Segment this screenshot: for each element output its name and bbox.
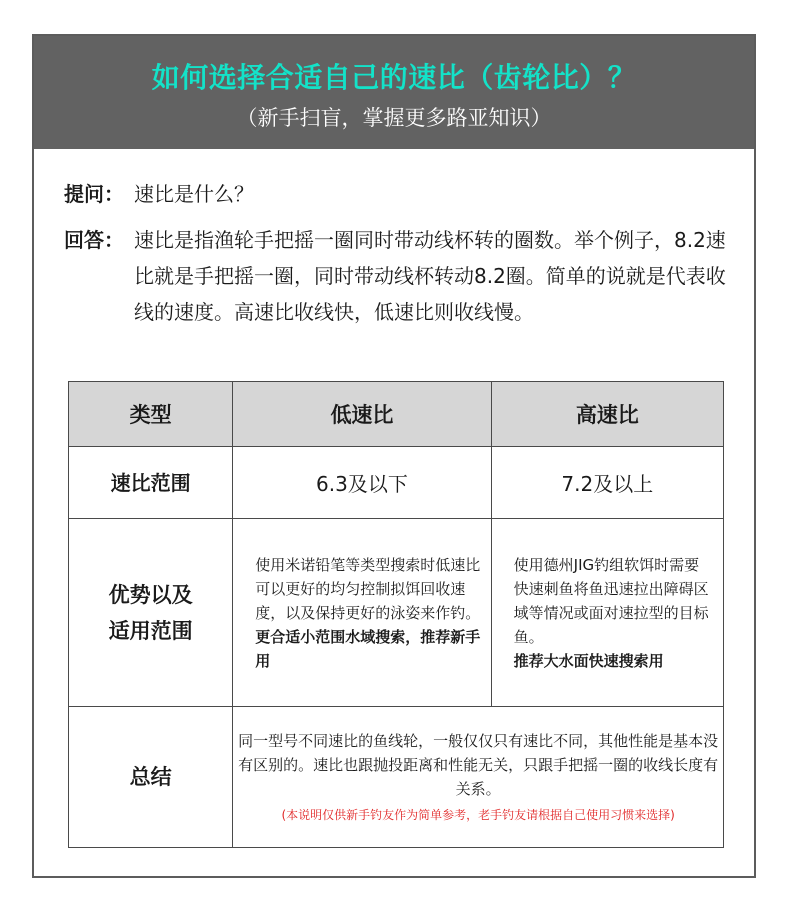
table-header-row xyxy=(69,382,724,447)
header-type: 类型 xyxy=(69,382,233,447)
advantages-high-body: 使用德州JIG钓组软饵时需要快速刺鱼将鱼迅速拉出障碍区域等情况或面对速拉型的目标鱼。 xyxy=(513,555,709,646)
advantages-label xyxy=(69,519,233,707)
summary-note: (本说明仅供新手钓友作为简单参考，老手钓友请根据自己使用习惯来选择) xyxy=(281,808,675,822)
info-card xyxy=(32,34,756,878)
range-label: 速比范围 xyxy=(69,447,233,519)
advantages-high xyxy=(491,519,723,707)
table-row-range xyxy=(69,447,724,519)
advantages-label-line2: 适用范围 xyxy=(108,618,193,643)
question-block xyxy=(64,176,734,212)
page-subtitle: （新手扫盲，掌握更多路亚知识） xyxy=(236,106,552,130)
range-high: 7.2及以上 xyxy=(491,447,723,519)
summary-text: 同一型号不同速比的鱼线轮，一般仅仅只有速比不同，其他性能是基本没有区别的。速比也跟抛投距离和性能无关，只跟手把摇一圈的收线长度有关系。 xyxy=(238,732,719,798)
table-row-advantages xyxy=(69,519,724,707)
summary-label: 总结 xyxy=(69,707,233,848)
range-low: 6.3及以下 xyxy=(233,447,491,519)
question-label: 提问： xyxy=(64,182,124,206)
answer-label: 回答： xyxy=(64,228,124,252)
summary-cell xyxy=(233,707,724,848)
header-low-ratio: 低速比 xyxy=(233,382,491,447)
advantages-high-text xyxy=(492,553,723,673)
header-high-ratio: 高速比 xyxy=(491,382,723,447)
advantages-low-text xyxy=(233,553,490,673)
advantages-low xyxy=(233,519,491,707)
advantages-high-highlight: 推荐大水面快速搜索用 xyxy=(513,651,664,670)
advantages-low-highlight: 更合适小范围水域搜索，推荐新手用 xyxy=(255,627,481,670)
answer-block xyxy=(64,222,734,330)
page-title: 如何选择合适自己的速比（齿轮比）？ xyxy=(151,61,637,94)
answer-text: 速比是指渔轮手把摇一圈同时带动线杯转的圈数。举个例子，8.2速比就是手把摇一圈，同时带动线杯转动8.2圈。简单的说就是代表收线的速度。高速比收线快，低速比则收线慢。 xyxy=(134,228,726,324)
advantages-low-body: 使用米诺铅笔等类型搜索时低速比可以更好的均匀控制拟饵回收速度，以及保持更好的泳姿来作钓。 xyxy=(255,555,481,622)
question-text: 速比是什么？ xyxy=(134,182,254,206)
comparison-table xyxy=(68,381,724,848)
table-row-summary xyxy=(69,707,724,848)
header-banner xyxy=(34,36,754,149)
advantages-label-line1: 优势以及 xyxy=(108,582,193,607)
